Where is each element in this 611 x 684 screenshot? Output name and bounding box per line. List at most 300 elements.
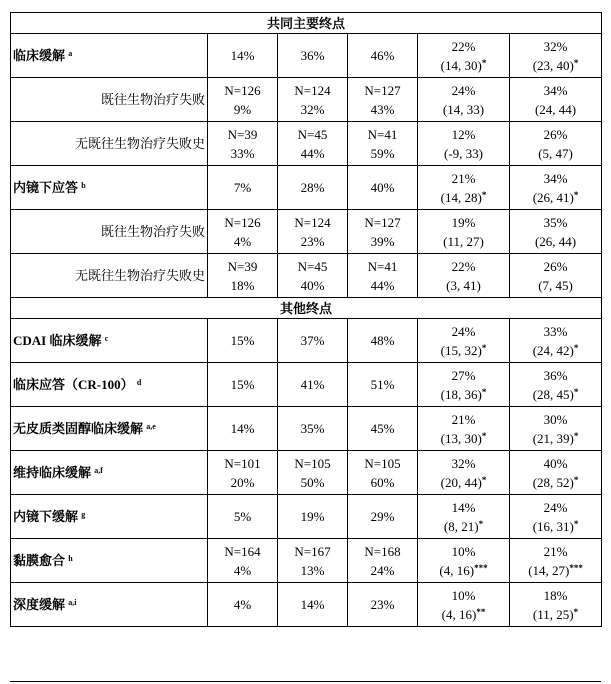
value-line (512, 429, 599, 448)
row-label-cell (11, 122, 208, 166)
value-text: N=105 (364, 455, 401, 471)
value-line (280, 276, 345, 295)
value-text: 15% (230, 333, 255, 348)
value-cell-c4 (418, 363, 510, 407)
row-label: 临床应答（CR-100） (13, 377, 134, 392)
value-line (420, 232, 507, 251)
value-text: 44% (370, 277, 395, 293)
value-cell-c3 (348, 166, 418, 210)
value-text: 36% (543, 367, 568, 383)
significance-marker: * (481, 430, 487, 441)
value-cell-c5 (510, 363, 602, 407)
value-line (280, 507, 345, 526)
significance-marker: *** (474, 562, 488, 573)
value-cell-c4 (418, 407, 510, 451)
endpoint-row (11, 407, 602, 451)
section-header-row (11, 13, 602, 34)
value-line (280, 213, 345, 232)
value-line (420, 56, 507, 75)
value-text: N=168 (364, 543, 401, 559)
value-cell-c4 (418, 34, 510, 78)
value-line (350, 125, 415, 144)
value-cell-c2 (278, 451, 348, 495)
value-line (210, 144, 275, 163)
value-cell-c2 (278, 166, 348, 210)
row-label: 无既往生物治疗失败史 (74, 268, 205, 283)
endpoint-row (11, 539, 602, 583)
value-text: 43% (370, 101, 395, 117)
value-text: N=45 (297, 126, 328, 142)
value-line (210, 232, 275, 251)
row-label-cell (11, 34, 208, 78)
value-text: N=124 (294, 82, 331, 98)
value-line (420, 341, 507, 360)
significance-marker: * (481, 189, 487, 200)
value-line (210, 213, 275, 232)
value-text: (-9, 33) (444, 145, 483, 161)
row-label: 既往生物治疗失败 (100, 92, 205, 107)
value-cell-c5 (510, 407, 602, 451)
value-line (420, 366, 507, 385)
value-text: 21% (451, 411, 476, 427)
value-text: (16, 31) (532, 518, 574, 534)
value-cell-c2 (278, 495, 348, 539)
value-cell-c4 (418, 539, 510, 583)
value-text: 40% (370, 180, 395, 195)
value-cell-c4 (418, 122, 510, 166)
row-label: 黏膜愈合 (13, 553, 66, 568)
value-text: 10% (451, 587, 476, 603)
significance-marker: ** (476, 606, 486, 617)
footnote-marker: a,i (68, 598, 77, 607)
value-line (350, 232, 415, 251)
value-cell-c4 (418, 254, 510, 298)
significance-marker: * (573, 518, 579, 529)
row-label: 深度缓解 (13, 597, 66, 612)
value-line (210, 542, 275, 561)
value-text: 18% (230, 277, 255, 293)
value-line (210, 331, 275, 350)
value-text: 46% (370, 48, 395, 63)
value-line (280, 178, 345, 197)
value-cell-c4 (418, 583, 510, 627)
significance-marker: * (573, 474, 579, 485)
value-cell-c2 (278, 407, 348, 451)
value-text: 5% (233, 509, 252, 524)
significance-marker: * (573, 386, 579, 397)
value-text: 4% (233, 233, 252, 249)
value-text: 27% (451, 367, 476, 383)
value-line (512, 276, 599, 295)
endpoints-table (10, 12, 602, 627)
significance-marker: * (573, 606, 579, 617)
footnote-marker: c (104, 334, 109, 343)
value-line (350, 473, 415, 492)
value-text: 15% (230, 377, 255, 392)
value-cell-c1 (208, 495, 278, 539)
value-line (350, 144, 415, 163)
value-text: (8, 21) (443, 518, 479, 534)
value-text: (26, 41) (532, 189, 574, 205)
endpoint-row (11, 495, 602, 539)
value-text: N=167 (294, 543, 331, 559)
value-text: 7% (233, 180, 252, 195)
value-line (280, 125, 345, 144)
value-line (512, 586, 599, 605)
value-line (420, 169, 507, 188)
value-text: N=41 (367, 258, 398, 274)
subgroup-row (11, 210, 602, 254)
value-line (420, 385, 507, 404)
value-cell-c1 (208, 34, 278, 78)
significance-marker: * (573, 342, 579, 353)
value-line (350, 454, 415, 473)
footnote-marker: h (68, 554, 73, 563)
value-text: 48% (370, 333, 395, 348)
endpoint-row (11, 451, 602, 495)
value-line (420, 81, 507, 100)
value-text: (20, 44) (440, 474, 482, 490)
value-text: 28% (300, 180, 325, 195)
value-line (350, 100, 415, 119)
value-line (280, 419, 345, 438)
value-text: 19% (300, 509, 325, 524)
value-text: 45% (370, 421, 395, 436)
value-cell-c2 (278, 583, 348, 627)
value-line (280, 473, 345, 492)
value-cell-c3 (348, 451, 418, 495)
subgroup-row (11, 254, 602, 298)
row-label-cell (11, 166, 208, 210)
value-line (512, 188, 599, 207)
value-line (280, 46, 345, 65)
value-line (512, 410, 599, 429)
endpoint-row (11, 363, 602, 407)
value-text: 60% (370, 474, 395, 490)
value-line (210, 257, 275, 276)
value-cell-c3 (348, 254, 418, 298)
value-cell-c1 (208, 319, 278, 363)
row-label-cell (11, 451, 208, 495)
value-line (512, 341, 599, 360)
value-cell-c3 (348, 210, 418, 254)
value-text: 9% (233, 101, 252, 117)
value-text: (14, 28) (440, 189, 482, 205)
value-text: 19% (451, 214, 476, 230)
significance-marker: * (478, 518, 484, 529)
value-text: (13, 30) (440, 430, 482, 446)
value-text: 39% (370, 233, 395, 249)
value-line (420, 517, 507, 536)
endpoint-row (11, 34, 602, 78)
value-line (350, 595, 415, 614)
value-line (420, 276, 507, 295)
section-title: 共同主要终点 (11, 13, 602, 34)
value-text: (15, 32) (440, 342, 482, 358)
value-cell-c3 (348, 539, 418, 583)
value-text: 34% (543, 82, 568, 98)
value-text: 35% (300, 421, 325, 436)
value-line (280, 375, 345, 394)
value-line (210, 419, 275, 438)
value-text: N=101 (224, 455, 261, 471)
row-label: 临床缓解 (13, 48, 66, 63)
value-line (512, 454, 599, 473)
value-line (512, 81, 599, 100)
value-line (280, 257, 345, 276)
value-line (350, 213, 415, 232)
row-label: 内镜下缓解 (13, 509, 79, 524)
value-text: 50% (300, 474, 325, 490)
value-text: 26% (543, 258, 568, 274)
value-line (512, 100, 599, 119)
value-cell-c3 (348, 319, 418, 363)
value-line (512, 561, 599, 580)
significance-marker: * (481, 474, 487, 485)
value-text: (28, 52) (532, 474, 574, 490)
value-text: N=126 (224, 82, 261, 98)
value-line (420, 429, 507, 448)
value-text: (11, 25) (532, 606, 574, 622)
footnote-marker: b (81, 181, 86, 190)
value-line (420, 144, 507, 163)
value-text: 4% (233, 597, 252, 612)
value-cell-c3 (348, 363, 418, 407)
row-label: 维持临床缓解 (13, 465, 92, 480)
value-line (420, 37, 507, 56)
value-line (210, 473, 275, 492)
value-text: (3, 41) (446, 277, 481, 293)
value-line (210, 276, 275, 295)
value-cell-c5 (510, 319, 602, 363)
value-text: 40% (300, 277, 325, 293)
value-line (420, 410, 507, 429)
value-cell-c2 (278, 210, 348, 254)
value-cell-c2 (278, 254, 348, 298)
row-label-cell (11, 495, 208, 539)
footnote-marker: g (81, 510, 86, 519)
value-line (280, 454, 345, 473)
value-line (420, 473, 507, 492)
footnote-marker: a (68, 49, 73, 58)
value-text: 23% (370, 597, 395, 612)
value-text: (14, 27) (528, 562, 570, 578)
value-line (210, 507, 275, 526)
value-cell-c3 (348, 122, 418, 166)
value-text: 24% (451, 82, 476, 98)
value-text: 14% (230, 48, 255, 63)
value-line (280, 561, 345, 580)
value-text: 24% (451, 323, 476, 339)
footnote-marker: d (136, 378, 142, 387)
significance-marker: * (481, 57, 487, 68)
value-text: 51% (370, 377, 395, 392)
row-label-cell (11, 539, 208, 583)
value-line (280, 232, 345, 251)
value-text: 36% (300, 48, 325, 63)
value-cell-c4 (418, 495, 510, 539)
value-text: 29% (370, 509, 395, 524)
value-cell-c5 (510, 210, 602, 254)
value-line (210, 125, 275, 144)
row-label: 内镜下应答 (13, 180, 79, 195)
value-cell-c5 (510, 583, 602, 627)
value-line (420, 605, 507, 624)
value-text: 37% (300, 333, 325, 348)
value-cell-c1 (208, 363, 278, 407)
value-line (420, 188, 507, 207)
value-text: 18% (543, 587, 568, 603)
value-line (280, 100, 345, 119)
row-label-cell (11, 319, 208, 363)
value-text: N=127 (364, 82, 401, 98)
value-line (350, 331, 415, 350)
row-label: 既往生物治疗失败 (100, 224, 205, 239)
value-text: 21% (543, 543, 568, 559)
value-line (280, 81, 345, 100)
value-cell-c3 (348, 495, 418, 539)
value-text: N=39 (227, 258, 258, 274)
value-cell-c2 (278, 78, 348, 122)
significance-marker: * (481, 342, 487, 353)
row-label: 无既往生物治疗失败史 (74, 136, 205, 151)
value-line (512, 322, 599, 341)
value-text: 35% (543, 214, 568, 230)
value-cell-c1 (208, 122, 278, 166)
value-cell-c4 (418, 166, 510, 210)
value-line (512, 169, 599, 188)
value-line (420, 213, 507, 232)
value-text: (7, 45) (538, 277, 573, 293)
value-text: N=126 (224, 214, 261, 230)
value-line (512, 213, 599, 232)
value-text: 10% (451, 543, 476, 559)
value-cell-c4 (418, 451, 510, 495)
footnote-marker: a,f (94, 466, 103, 475)
value-cell-c1 (208, 407, 278, 451)
value-line (350, 419, 415, 438)
value-cell-c5 (510, 122, 602, 166)
value-cell-c2 (278, 363, 348, 407)
value-line (210, 375, 275, 394)
value-line (512, 517, 599, 536)
value-cell-c3 (348, 407, 418, 451)
value-line (512, 366, 599, 385)
value-cell-c2 (278, 319, 348, 363)
value-line (280, 542, 345, 561)
value-text: 30% (543, 411, 568, 427)
value-line (420, 125, 507, 144)
significance-marker: * (573, 189, 579, 200)
value-text: N=164 (224, 543, 261, 559)
value-line (512, 385, 599, 404)
value-line (512, 56, 599, 75)
value-cell-c5 (510, 78, 602, 122)
row-label-cell (11, 254, 208, 298)
value-text: 40% (543, 455, 568, 471)
row-label: CDAI 临床缓解 (13, 333, 102, 348)
subgroup-row (11, 122, 602, 166)
value-text: 21% (451, 170, 476, 186)
value-line (420, 257, 507, 276)
value-line (512, 542, 599, 561)
value-cell-c4 (418, 78, 510, 122)
value-text: 41% (300, 377, 325, 392)
value-cell-c1 (208, 539, 278, 583)
value-text: 32% (300, 101, 325, 117)
value-line (512, 144, 599, 163)
value-line (512, 473, 599, 492)
value-line (420, 542, 507, 561)
value-line (350, 46, 415, 65)
value-line (210, 178, 275, 197)
value-line (350, 507, 415, 526)
value-text: (24, 42) (532, 342, 574, 358)
value-line (350, 375, 415, 394)
value-text: 24% (543, 499, 568, 515)
value-text: 44% (300, 145, 325, 161)
value-text: 34% (543, 170, 568, 186)
value-cell-c2 (278, 122, 348, 166)
subgroup-row (11, 78, 602, 122)
value-line (350, 178, 415, 197)
value-text: N=105 (294, 455, 331, 471)
value-line (210, 454, 275, 473)
value-line (210, 46, 275, 65)
value-text: (14, 30) (440, 57, 482, 73)
value-cell-c5 (510, 254, 602, 298)
value-cell-c5 (510, 166, 602, 210)
value-line (210, 561, 275, 580)
value-line (350, 561, 415, 580)
value-text: (11, 27) (443, 233, 484, 249)
value-cell-c4 (418, 210, 510, 254)
value-text: N=45 (297, 258, 328, 274)
significance-marker: * (481, 386, 487, 397)
value-line (512, 125, 599, 144)
value-text: 26% (543, 126, 568, 142)
value-line (512, 605, 599, 624)
value-line (512, 37, 599, 56)
value-text: 32% (451, 455, 476, 471)
value-line (420, 586, 507, 605)
value-cell-c1 (208, 451, 278, 495)
endpoint-row (11, 583, 602, 627)
row-label-cell (11, 583, 208, 627)
value-cell-c5 (510, 539, 602, 583)
value-line (512, 498, 599, 517)
value-line (350, 81, 415, 100)
significance-marker: *** (569, 562, 583, 573)
value-cell-c5 (510, 495, 602, 539)
value-cell-c3 (348, 583, 418, 627)
value-line (420, 322, 507, 341)
value-line (420, 100, 507, 119)
endpoints-table-body (11, 13, 602, 627)
value-text: 33% (543, 323, 568, 339)
value-text: 59% (370, 145, 395, 161)
bottom-rule (10, 681, 601, 682)
significance-marker: * (573, 57, 579, 68)
value-line (420, 498, 507, 517)
value-cell-c5 (510, 451, 602, 495)
value-cell-c4 (418, 319, 510, 363)
value-line (280, 595, 345, 614)
value-line (350, 276, 415, 295)
value-line (350, 542, 415, 561)
value-text: 20% (230, 474, 255, 490)
value-text: (28, 45) (532, 386, 574, 402)
